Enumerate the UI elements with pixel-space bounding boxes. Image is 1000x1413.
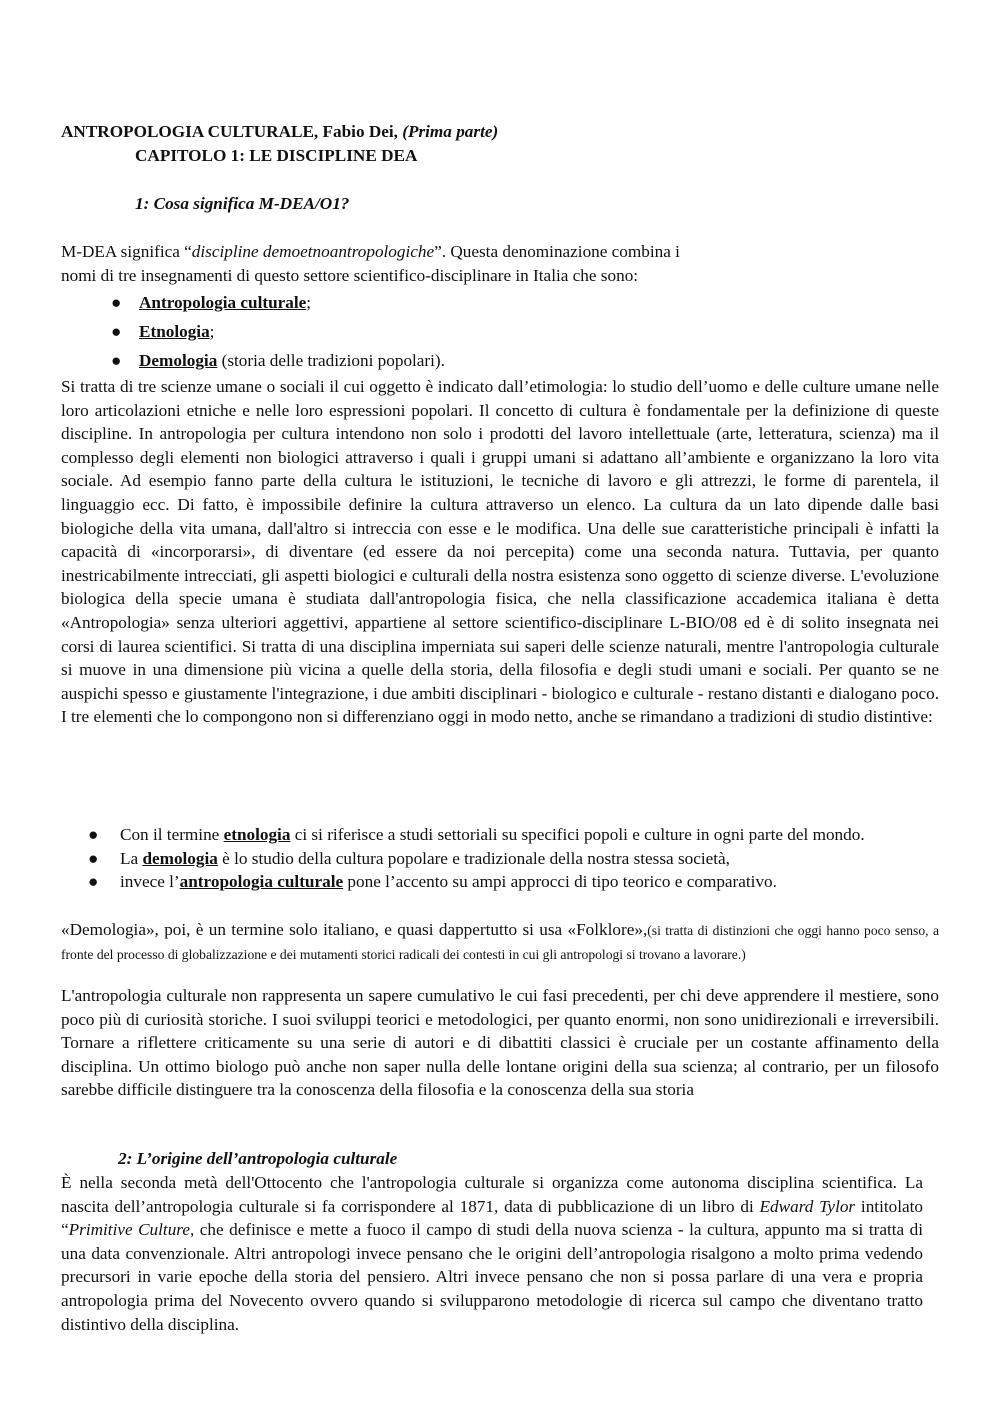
discipline-name: Etnologia [139, 322, 210, 341]
origin-text-1: È nella seconda metà dell'Ottocento che l'antropologia culturale si organizza come autonoma disciplina scientifica. La nascita dell’antropologia culturale si fa corrispondere al 1871, data di pubblicazione di un libro di [61, 1173, 923, 1216]
bullet-icon: ● [111, 322, 122, 341]
list-item [61, 320, 445, 349]
document-title-main: ANTROPOLOGIA CULTURALE, Fabio Dei, [61, 122, 403, 141]
body-paragraph-culture: Si tratta di tre scienze umane o sociali il cui oggetto è indicato dall’etimologia: lo studio dell’uomo e delle culture umane nelle loro articolazioni etniche e nelle loro espressioni popolari. Il concetto di cultura è fondamentale per la definizione di queste discipline. In antropologia per cultura intendono non solo i prodotti del lavoro intellettuale (arte, letteratura, scienza) ma il complesso degli elementi non biologici attraverso i quali i gruppi umani si adattano all’ambiente e organizzano la loro vita sociale. Ad esempio fanno parte della cultura le istituzioni, le tecniche di lavoro e gli attrezzi, le forme di parentela, il linguaggio ecc. Di fatto, è impossibile definire la cultura attraverso un elenco. La cultura da un lato dipende dalle basi biologiche della vita umana, dall'altro si intreccia con esse e le modifica. Una delle sue caratteristiche principali è infatti la capacità di «incorporarsi», di diventare (ed essere da noi percepita) come una seconda natura. Tuttavia, per quanto inestricabilmente intrecciati, gli aspetti biologici e culturali della nostra esistenza sono oggetto di scienze diverse. L'evoluzione biologica della specie umana è studiata dall'antropologia fisica, che nella classificazione accademica italiana è detta «Antropologia» senza ulteriori aggettivi, appartiene al settore scientifico-disciplinare L-BIO/08 ed è di solito insegnata nei corsi di laurea scientifici. Si tratta di una disciplina imperniata sui saperi delle scienze naturali, mentre l'antropologia culturale si muove in una dimensione più vicina a quelle della storia, della filosofia e degli studi umani e sociali. Per quanto se ne auspichi spesso e giustamente l'integrazione, i due ambiti disciplinari - biologico e culturale - restano distanti e dialogano poco. I tre elementi che lo compongono non si differenziano oggi in modo netto, anche se rimandano a tradizioni di studio distintive: [61, 377, 939, 727]
tradition-text-after: pone l’accento su ampi approcci di tipo teorico e comparativo. [343, 872, 777, 892]
bullet-icon: ● [111, 351, 122, 370]
folklore-main-text: «Demologia», poi, è un termine solo italiano, e quasi dappertutto si usa «Folklore», [61, 920, 648, 939]
origin-author: Edward Tylor [759, 1196, 856, 1216]
origin-text-3: , che definisce e mette a fuoco il campo di studi della nuova scienza - la cultura, appunto ma si tratta di una data convenzionale. Altri antropologi invece pensano che le origini dell’antropologia risalgono a molto prima vedendo precursori in varie epoche della storia del pensiero. Altri invece pensano che non si possa parlare di una vera e propria antropologia prima del Novecento ovvero quando si svilupparono metodologie di ricerca sul campo che diventano tratto distintivo della disciplina. [61, 1220, 923, 1334]
tradition-term: demologia [142, 848, 218, 868]
body-paragraph-cumulative: L'antropologia culturale non rappresenta un sapere cumulativo le cui fasi precedenti, per chi deve apprendere il mestiere, sono poco più di curiosità storiche. I suoi sviluppi teorici e metodologici, per quanto enormi, non sono unidirezionali e irreversibili. Tornare a riflettere criticamente su una serie di autori e di dibattiti classici è cruciale per un costante affinamento della disciplina. Un ottimo biologo può anche non saper nulla delle lontane origini della sua scienza; al contrario, per un filosofo sarebbe difficile distinguere tra la conoscenza della filosofia e la conoscenza della sua storia [61, 986, 939, 1100]
folklore-note: (si tratta di distinzioni che oggi hanno poco senso, a fronte del processo di globalizzazione e dei mutamenti storici radicali dei contesti in cui gli antropologi si trovano a lavorare.) [61, 923, 939, 962]
intro-line-1 [61, 240, 941, 264]
discipline-name: Demologia [139, 351, 218, 370]
tradition-text-before: Con il termine [120, 825, 224, 844]
bullet-icon: ● [88, 848, 99, 868]
list-item [61, 291, 445, 320]
tradition-text-before: La [120, 848, 143, 868]
intro-text-after: ”. Questa denominazione combina i [434, 242, 680, 261]
document-title-part: (Prima parte) [402, 122, 499, 141]
traditions-list [61, 823, 939, 894]
disciplines-list [61, 291, 445, 378]
section-1-heading: 1: Cosa significa M-DEA/O1? [135, 194, 350, 213]
bullet-icon: ● [88, 825, 99, 844]
list-item [61, 823, 939, 847]
list-item [61, 847, 939, 871]
intro-term: discipline demoetnoantropologiche [191, 242, 435, 261]
bullet-icon: ● [88, 872, 99, 892]
list-item [61, 349, 445, 378]
tradition-term: etnologia [223, 825, 291, 844]
discipline-note: (storia delle tradizioni popolari). [217, 351, 445, 370]
discipline-note: ; [209, 322, 215, 341]
list-item [61, 870, 939, 894]
intro-paragraph [61, 240, 941, 287]
section-2-heading: 2: L’origine dell’antropologia culturale [118, 1149, 398, 1168]
document-title [61, 120, 941, 144]
intro-text-before: M-DEA significa “ [61, 242, 192, 261]
tradition-text-after: è lo studio della cultura popolare e tradizionale della nostra stessa società, [217, 848, 730, 868]
bullet-icon: ● [111, 293, 122, 312]
tradition-term: antropologia culturale [179, 872, 344, 892]
body-paragraph-origin [61, 1171, 923, 1336]
discipline-note: ; [306, 293, 312, 312]
discipline-name: Antropologia culturale [139, 293, 307, 312]
chapter-title: CAPITOLO 1: LE DISCIPLINE DEA [135, 146, 418, 165]
origin-book-title: Primitive Culture [68, 1220, 190, 1240]
tradition-text-before: invece l’ [120, 872, 180, 892]
folklore-paragraph [61, 918, 939, 965]
tradition-text-after: ci si riferisce a studi settoriali su specifici popoli e culture in ogni parte del mondo. [290, 825, 865, 844]
origin-text-2: intitolato “ [61, 1196, 923, 1240]
intro-line-2: nomi di tre insegnamenti di questo settore scientifico-disciplinare in Italia che sono: [61, 265, 639, 285]
